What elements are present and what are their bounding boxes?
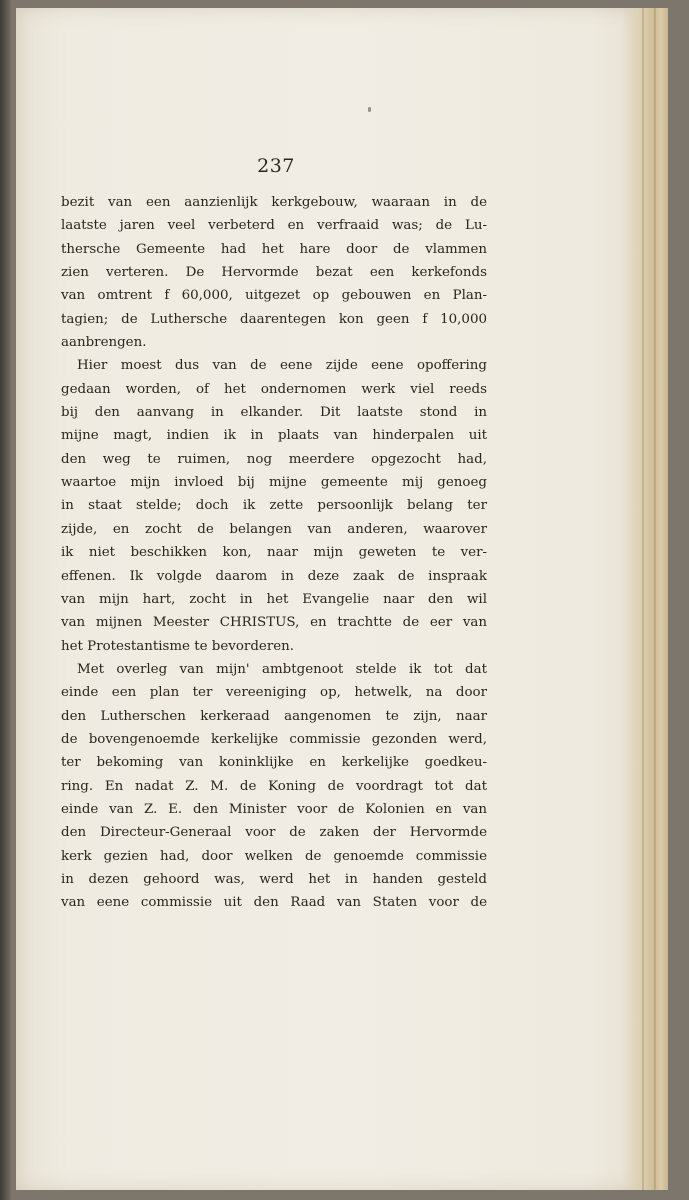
page-edge-line <box>654 8 656 1190</box>
text-line: mijne magt, indien ik in plaats van hinderpalen uit <box>61 428 487 444</box>
text-line: kerk gezien had, door welken de genoemde commissie <box>61 848 487 864</box>
page-edge-line <box>642 8 644 1190</box>
text-line: gedaan worden, of het ondernomen werk viel reeds <box>61 381 487 397</box>
text-line: Hier moest dus van de eene zijde eene opoffering <box>77 358 487 374</box>
text-line: ik niet beschikken kon, naar mijn geweten te ver- <box>61 545 487 561</box>
text-line: thersche Gemeente had het hare door de vlammen <box>61 241 487 257</box>
body-text <box>61 191 487 915</box>
text-line: einde een plan ter vereeniging op, hetwelk, na door <box>61 685 487 701</box>
text-line: den Directeur-Generaal voor de zaken der Hervormde <box>61 825 487 841</box>
text-line: van omtrent f 60,000, uitgezet op gebouwen en Plan- <box>61 288 487 304</box>
text-line: zien verteren. De Hervormde bezat een kerkefonds <box>61 265 487 281</box>
book-page <box>16 8 668 1190</box>
text-line: in staat stelde; doch ik zette persoonlijk belang ter <box>61 498 487 514</box>
text-line: het Protestantisme te bevorderen. <box>61 638 295 654</box>
text-line: bij den aanvang in elkander. Dit laatste stond in <box>61 405 487 421</box>
text-line: den Lutherschen kerkeraad aangenomen te zijn, naar <box>61 708 487 724</box>
text-line: tagien; de Luthersche daarentegen kon geen f 10,000 <box>61 311 487 327</box>
text-line: laatste jaren veel verbeterd en verfraaid was; de Lu- <box>61 218 487 234</box>
text-line: den weg te ruimen, nog meerdere opgezocht had, <box>61 451 487 467</box>
text-line: ring. En nadat Z. M. de Koning de voordragt tot dat <box>61 778 487 794</box>
text-line: van mijn hart, zocht in het Evangelie naar den wil <box>61 591 487 607</box>
text-line: in dezen gehoord was, werd het in handen gesteld <box>61 871 487 887</box>
text-line: effenen. Ik volgde daarom in deze zaak de inspraak <box>61 568 487 584</box>
text-line: ter bekoming van koninklijke en kerkelijke goedkeu- <box>61 755 487 771</box>
text-line: van mijnen Meester CHRISTUS, en trachtte de eer van <box>61 615 487 631</box>
text-line: bezit van een aanzienlijk kerkgebouw, waaraan in de <box>61 195 487 210</box>
text-line: zijde, en zocht de belangen van anderen, waarover <box>61 521 487 537</box>
ink-speck <box>368 107 371 112</box>
text-line: de bovengenoemde kerkelijke commissie gezonden werd, <box>61 731 487 747</box>
page-number: 237 <box>257 155 295 177</box>
text-line: Met overleg van mijn' ambtgenoot stelde ik tot dat <box>77 661 487 677</box>
page-fore-edge <box>622 8 668 1190</box>
text-line: waartoe mijn invloed bij mijne gemeente mij genoeg <box>61 475 487 491</box>
text-line: aanbrengen. <box>61 335 147 351</box>
text-line: einde van Z. E. den Minister voor de Kolonien en van <box>61 801 487 817</box>
text-line: van eene commissie uit den Raad van Staten voor de <box>61 895 487 911</box>
